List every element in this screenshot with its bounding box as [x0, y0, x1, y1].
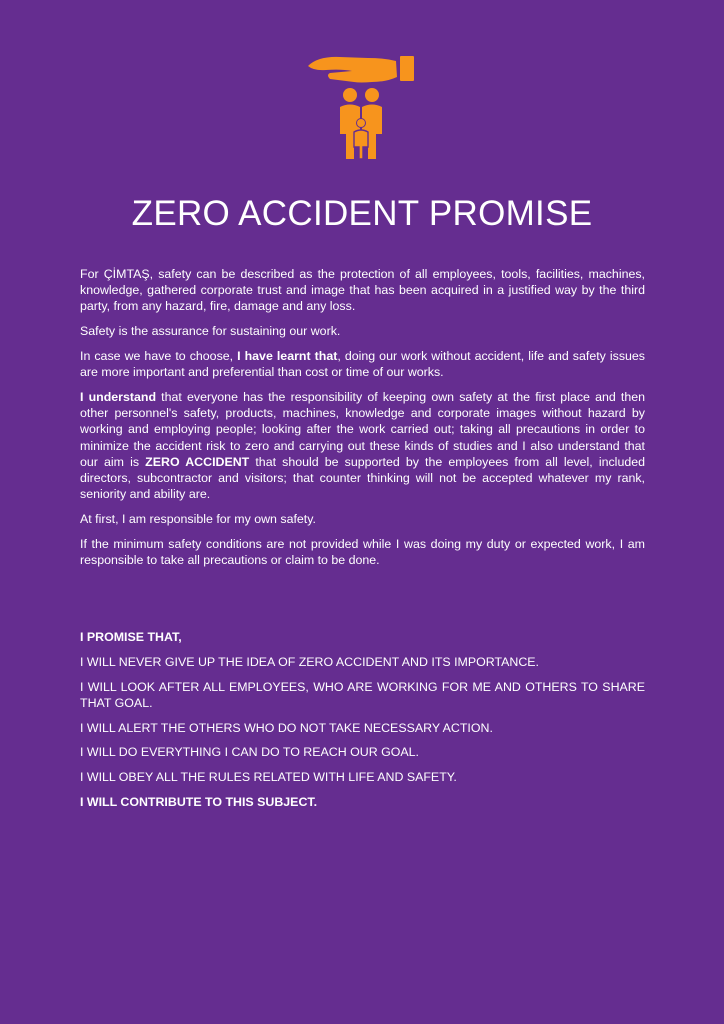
promise-item: I WILL ALERT THE OTHERS WHO DO NOT TAKE NECESSARY ACTION.: [80, 720, 493, 735]
promise-section: [80, 629, 645, 819]
promise-item: I WILL OBEY ALL THE RULES RELATED WITH LIFE AND SAFETY.: [80, 770, 457, 785]
paragraph-understand-text: that everyone has the responsibility of keeping own safety at the first place and then other personnel's safety, products, machines, knowledge and corporate images without hazard by working and employing people; looking after the work carried out; taking all precautions in order to minimize the accident risk to zero and carrying out these kinds of studies and I also understand that our aim is: [80, 390, 645, 469]
paragraph-responsible-own: At first, I am responsible for my own safety.: [80, 512, 316, 527]
paragraph-minimum-conditions: If the minimum safety conditions are not provided while I was doing my duty or expected work, I am responsible to take all precautions or claim to be done.: [80, 536, 645, 568]
promise-item: I WILL DO EVERYTHING I CAN DO TO REACH OUR GOAL.: [80, 745, 419, 760]
body-section: [80, 266, 645, 577]
promise-closing: I WILL CONTRIBUTE TO THIS SUBJECT.: [80, 794, 318, 809]
page-title: ZERO ACCIDENT PROMISE: [131, 194, 593, 233]
paragraph-have-learnt-bold: I have learnt that: [237, 349, 338, 363]
hand-protecting-family-icon: [306, 52, 426, 164]
paragraph-assurance: Safety is the assurance for sustaining our work.: [80, 324, 341, 339]
promise-item: I WILL LOOK AFTER ALL EMPLOYEES, WHO ARE WORKING FOR ME AND OTHERS TO SHARE THAT GOAL.: [80, 679, 645, 710]
paragraph-have-learnt: [80, 348, 645, 380]
paragraph-understand-rest: that should be supported by the employees from all level, included directors, subcontractor and visitors; that counter thinking will not be accepted whatever my rank, seniority and ability are.: [80, 454, 646, 502]
paragraph-safety-definition: For ÇİMTAŞ, safety can be described as the protection of all employees, tools, facilities, machines, knowledge, gathered corporate trust and image that has been acquired in a justified way by the third party, from any hazard, fire, damage and any loss.: [80, 267, 645, 314]
paragraph-zero-accident-bold: ZERO ACCIDENT: [145, 454, 250, 469]
paragraph-understand: [80, 389, 645, 502]
promise-heading: I PROMISE THAT,: [80, 630, 182, 644]
paragraph-have-learnt-rest: , doing our work without accident, life and safety issues are more important and preferential than cost or time of our works.: [80, 349, 645, 380]
promise-item: I WILL NEVER GIVE UP THE IDEA OF ZERO ACCIDENT AND ITS IMPORTANCE.: [80, 654, 540, 669]
paragraph-understand-bold: I understand: [80, 390, 157, 404]
paragraph-have-learnt-lead: In case we have to choose,: [80, 349, 238, 363]
